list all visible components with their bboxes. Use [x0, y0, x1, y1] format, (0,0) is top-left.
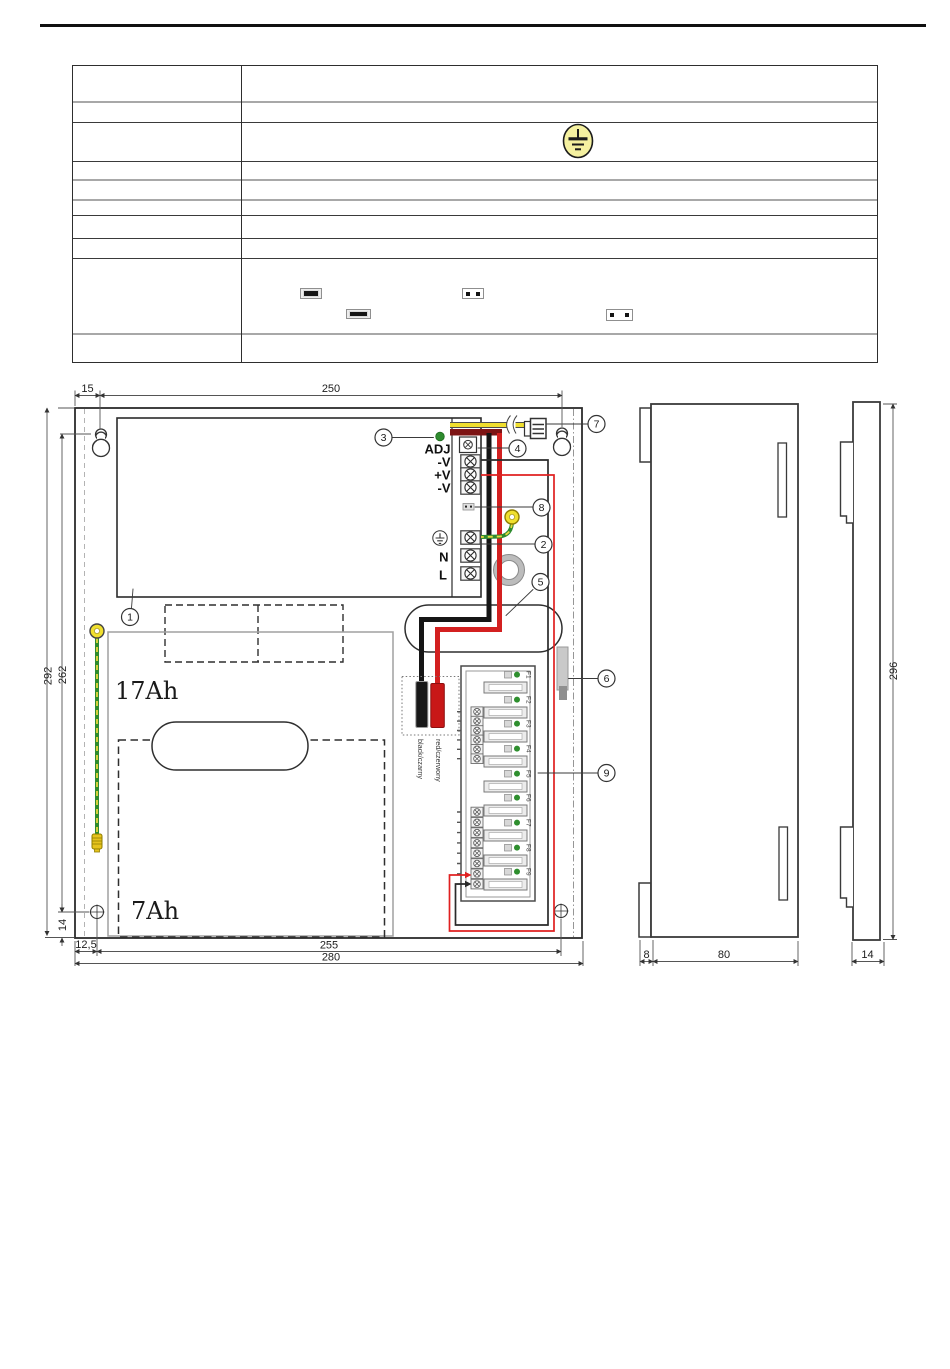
- svg-text:4: 4: [514, 443, 521, 456]
- dim-side-depth: 80: [717, 949, 731, 961]
- voltage-select-jumper-icon: [463, 504, 474, 511]
- table-row: [73, 181, 877, 201]
- svg-text:7: 7: [593, 418, 600, 431]
- battery-lead-red: [431, 684, 445, 728]
- edge-tab-lower: [841, 827, 854, 907]
- table-row: [73, 201, 877, 216]
- svg-text:F3: F3: [524, 720, 532, 728]
- dim-left-outer: 292: [42, 666, 55, 686]
- table-row: [73, 162, 877, 181]
- terminal-v-pos: [461, 468, 480, 481]
- battery-lead-black: [416, 682, 428, 728]
- callout-9: [598, 765, 615, 782]
- power-led: [436, 432, 445, 441]
- dim-top-offset: 15: [81, 383, 94, 395]
- adj-potentiometer: [460, 437, 477, 453]
- terminal-l: [461, 567, 480, 580]
- svg-text:F6: F6: [524, 794, 532, 802]
- fuse-board: [457, 666, 535, 901]
- svg-text:3: 3: [380, 432, 387, 445]
- keyhole-mount-left: [93, 429, 110, 457]
- enclosure-side-view: [639, 404, 798, 937]
- table-row: [73, 239, 877, 259]
- svg-text:F8: F8: [524, 844, 532, 852]
- terminal-v-neg-1: [461, 455, 480, 468]
- callout-6: [598, 670, 615, 687]
- jumper-closed-icon: [300, 288, 322, 299]
- keyhole-mount-right: [554, 428, 571, 456]
- callout-2: [535, 536, 552, 553]
- table-column-divider: [241, 66, 242, 362]
- dim-side-edge: 14: [861, 949, 874, 961]
- terminal-earth: [461, 531, 480, 544]
- svg-text:F9: F9: [524, 868, 532, 876]
- svg-text:2: 2: [540, 539, 547, 552]
- table-row: [73, 103, 877, 123]
- dc-harness: [450, 429, 502, 436]
- jumper-open-icon: [462, 288, 484, 299]
- dim-side-tab: 8: [643, 949, 650, 961]
- technical-drawing: [0, 370, 950, 1369]
- dim-left-inner: 262: [57, 665, 69, 685]
- svg-text:F1: F1: [524, 671, 532, 679]
- jumper-closed-icon: [346, 309, 371, 319]
- svg-text:1: 1: [127, 611, 133, 624]
- svg-text:F7: F7: [524, 819, 532, 827]
- table-row: [73, 123, 877, 162]
- callout-4: [509, 440, 526, 457]
- dim-bottom-inner: 255: [319, 939, 339, 952]
- side-slot-lower: [779, 827, 788, 900]
- svg-text:6: 6: [603, 673, 610, 686]
- dim-left-bottom: 14: [57, 918, 69, 932]
- svg-text:F4: F4: [524, 745, 532, 753]
- terminal-v-neg-2: [461, 481, 480, 494]
- header-rule: [40, 24, 926, 27]
- dim-bottom-offset: 12,5: [75, 939, 97, 951]
- svg-text:F2: F2: [524, 696, 532, 704]
- adj-label: ADJ: [424, 441, 451, 457]
- psu-module: [117, 418, 481, 597]
- edge-tab-upper: [841, 442, 854, 523]
- callout-3: [375, 429, 392, 446]
- battery-handle-cutout: [152, 722, 308, 770]
- n-label: N: [439, 549, 449, 565]
- earth-symbol-icon: [433, 531, 447, 545]
- table-row: [73, 335, 877, 357]
- table-row: [73, 216, 877, 239]
- spec-table: [72, 65, 878, 363]
- v-pos-label: +V: [434, 467, 451, 483]
- terminal-n: [461, 549, 480, 562]
- side-slot-upper: [778, 443, 787, 517]
- v-neg-label-1: -V: [437, 454, 451, 470]
- callout-8: [533, 499, 550, 516]
- dim-top-span: 250: [321, 383, 341, 395]
- svg-text:5: 5: [537, 576, 544, 589]
- callout-1: [122, 609, 139, 626]
- callout-7: [588, 416, 605, 433]
- battery-7ah-label: 7Ah: [131, 897, 180, 925]
- table-row: [73, 66, 877, 103]
- svg-text:8: 8: [538, 502, 545, 515]
- jumper-open-icon: [606, 309, 633, 321]
- callout-5: [532, 574, 549, 591]
- svg-text:9: 9: [603, 767, 610, 780]
- enclosure-edge-view: [841, 402, 881, 940]
- protective-earth-icon: [561, 122, 595, 160]
- dim-side-height: 296: [888, 661, 900, 681]
- svg-text:F5: F5: [524, 770, 532, 778]
- black-wire-label: black/czarny: [416, 739, 425, 779]
- battery-17ah-label: 17Ah: [115, 677, 179, 705]
- red-wire-label: red/czerwony: [434, 739, 443, 782]
- l-label: L: [439, 567, 447, 583]
- v-neg-label-2: -V: [437, 480, 451, 496]
- dim-bottom-outer: 280: [321, 951, 341, 964]
